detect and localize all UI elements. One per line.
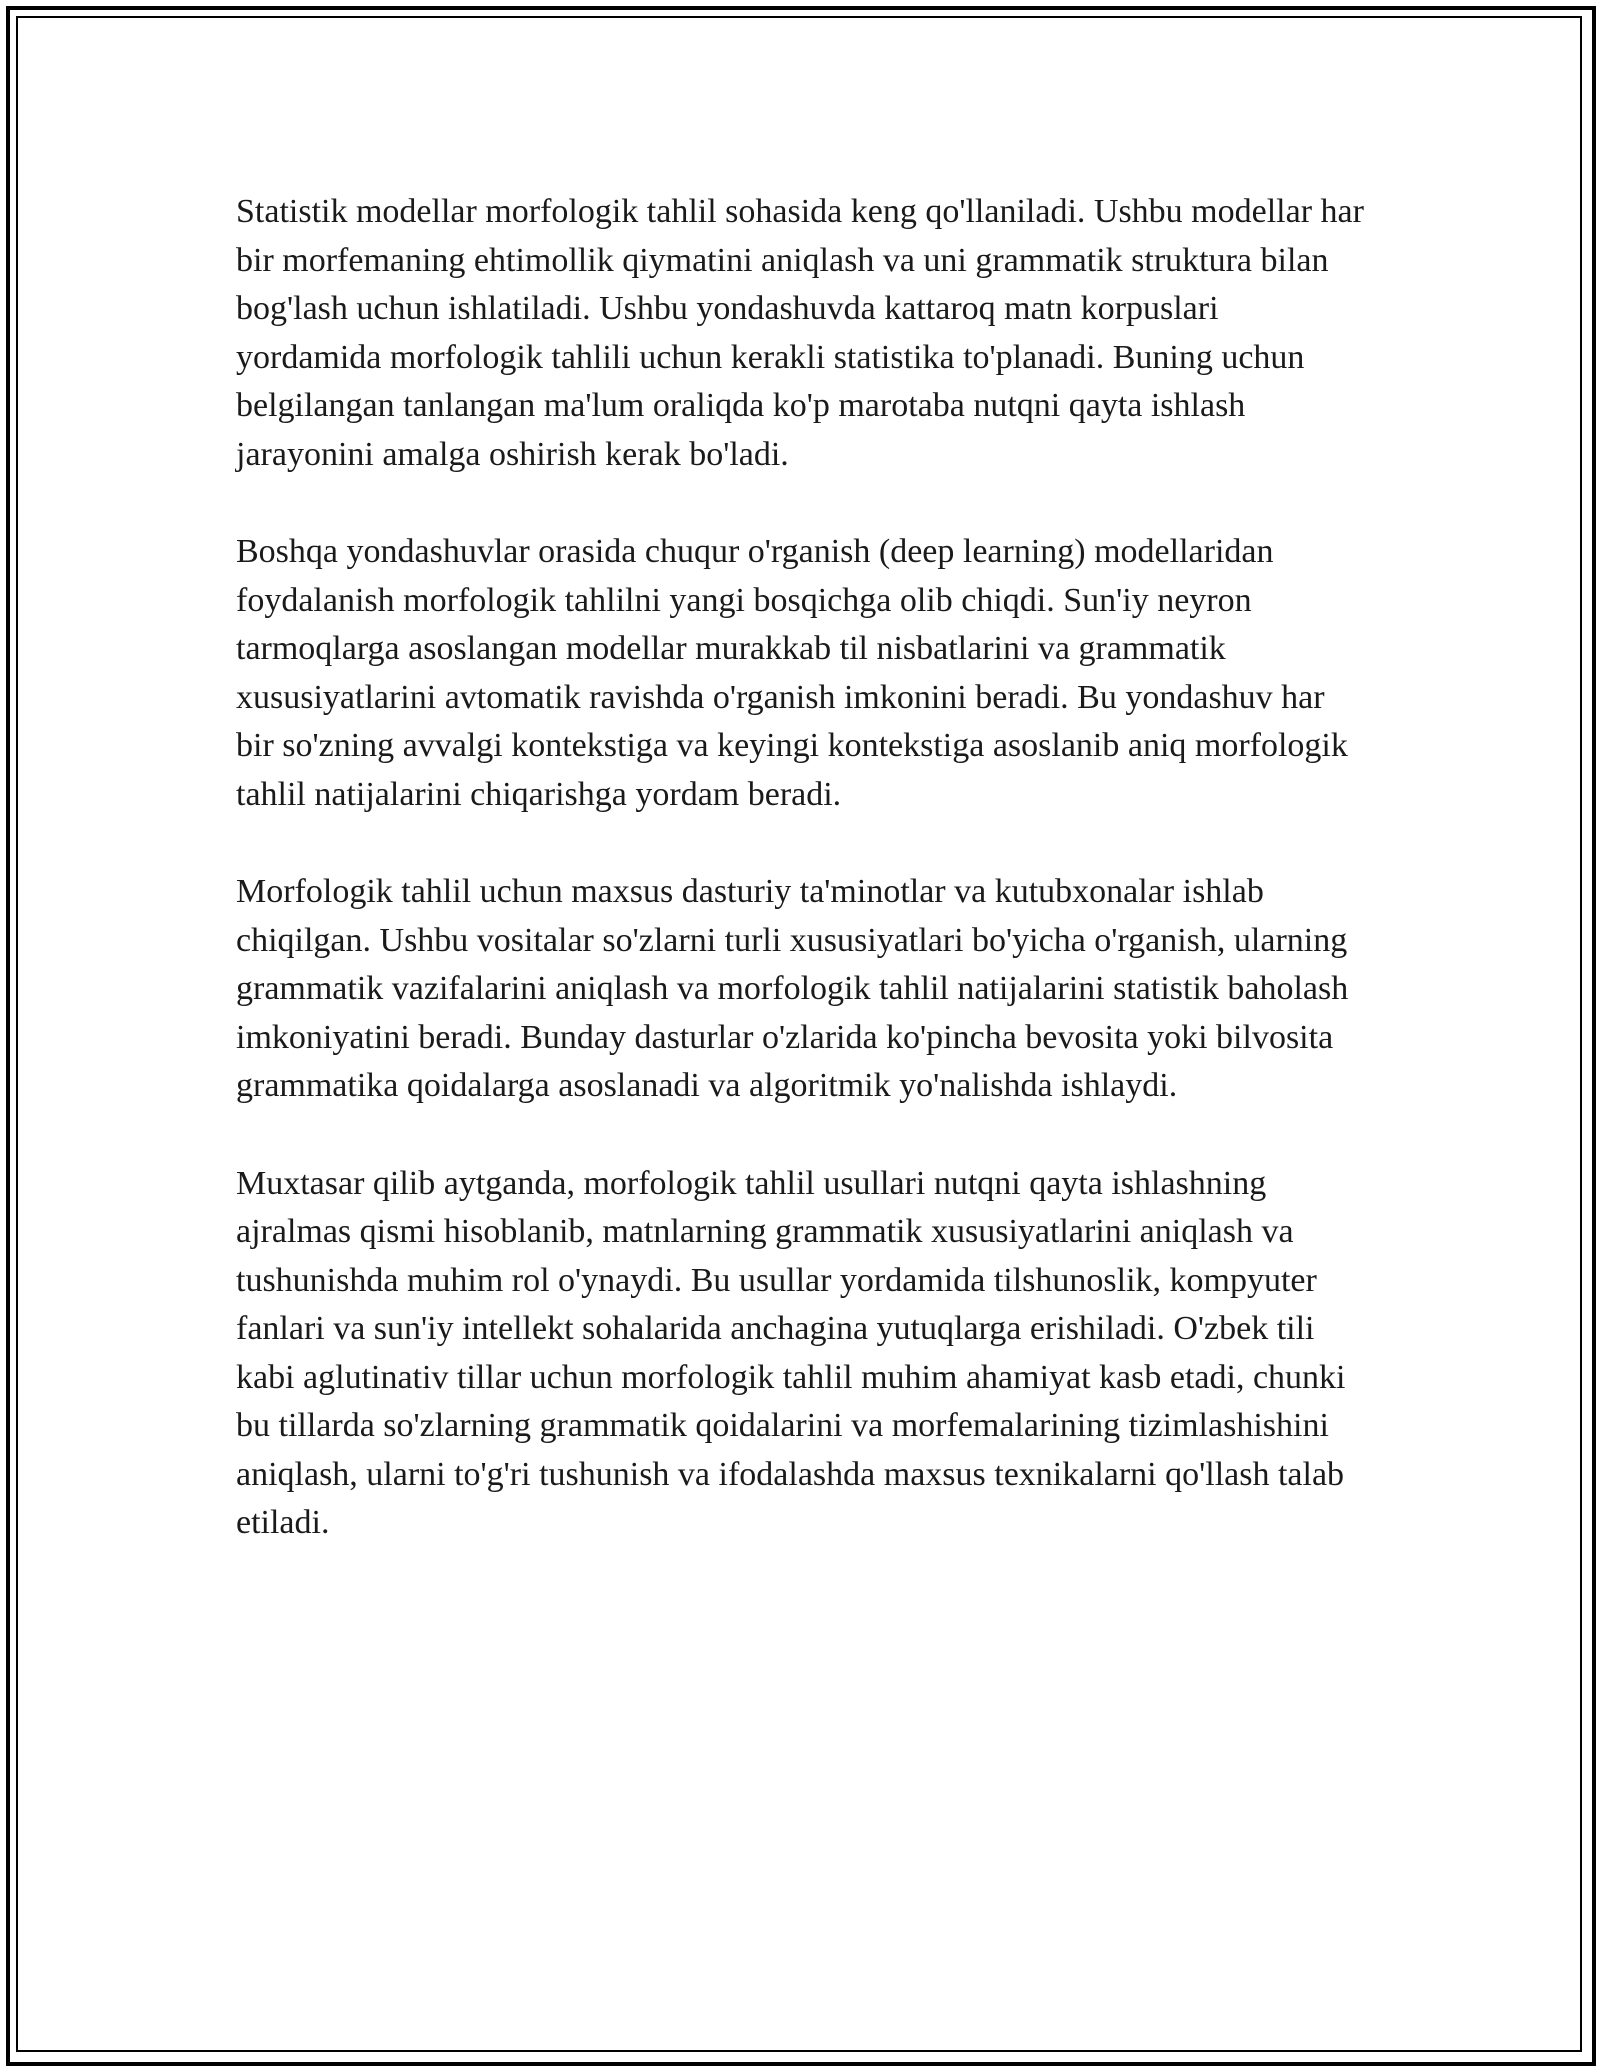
paragraph-deep-learning: Boshqa yondashuvlar orasida chuqur o'rganish (deep learning) modellaridan foydalanish morfologik tahlilni yangi bosqichga olib chiqdi. Sun'iy neyron tarmoqlarga asoslangan modellar murakkab til nisbatlarini va grammatik xususiyatlarini avtomatik ravishda o'rganish imkonini beradi. Bu yondashuv har bir so'zning avvalgi kontekstiga va keyingi kontekstiga asoslanib aniq morfologik tahlil natijalarini chiqarishga yordam beradi. — [236, 533, 1348, 813]
document-body — [236, 188, 1366, 1597]
paragraph-software-libraries: Morfologik tahlil uchun maxsus dasturiy ta'minotlar va kutubxonalar ishlab chiqilgan. Ushbu vositalar so'zlarni turli xususiyatlari bo'yicha o'rganish, ularning grammatik vazifalarini aniqlash va morfologik tahlil natijalarini statistik baholash imkoniyatini beradi. Bunday dasturlar o'zlarida ko'pincha bevosita yoki bilvosita grammatika qoidalarga asoslanadi va algoritmik yo'nalishda ishlaydi. — [236, 873, 1349, 1104]
paragraph-statistical-models: Statistik modellar morfologik tahlil sohasida keng qo'llaniladi. Ushbu modellar har bir morfemaning ehtimollik qiymatini aniqlash va uni grammatik struktura bilan bog'lash uchun ishlatiladi. Ushbu yondashuvda kattaroq matn korpuslari yordamida morfologik tahlili uchun kerakli statistika to'planadi. Buning uchun belgilangan tanlangan ma'lum oraliqda ko'p marotaba nutqni qayta ishlash jarayonini amalga oshirish kerak bo'ladi. — [236, 193, 1364, 473]
paragraph-conclusion: Muxtasar qilib aytganda, morfologik tahlil usullari nutqni qayta ishlashning ajralmas qismi hisoblanib, matnlarning grammatik xususiyatlarini aniqlash va tushunishda muhim rol o'ynaydi. Bu usullar yordamida tilshunoslik, kompyuter fanlari va sun'iy intellekt sohalarida anchagina yutuqlarga erishiladi. O'zbek tili kabi aglutinativ tillar uchun morfologik tahlil muhim ahamiyat kasb etadi, chunki bu tillarda so'zlarning grammatik qoidalarini va morfemalarining tizimlashishini aniqlash, ularni to'g'ri tushunish va ifodalashda maxsus texnikalarni qo'llash talab etiladi. — [236, 1164, 1346, 1541]
